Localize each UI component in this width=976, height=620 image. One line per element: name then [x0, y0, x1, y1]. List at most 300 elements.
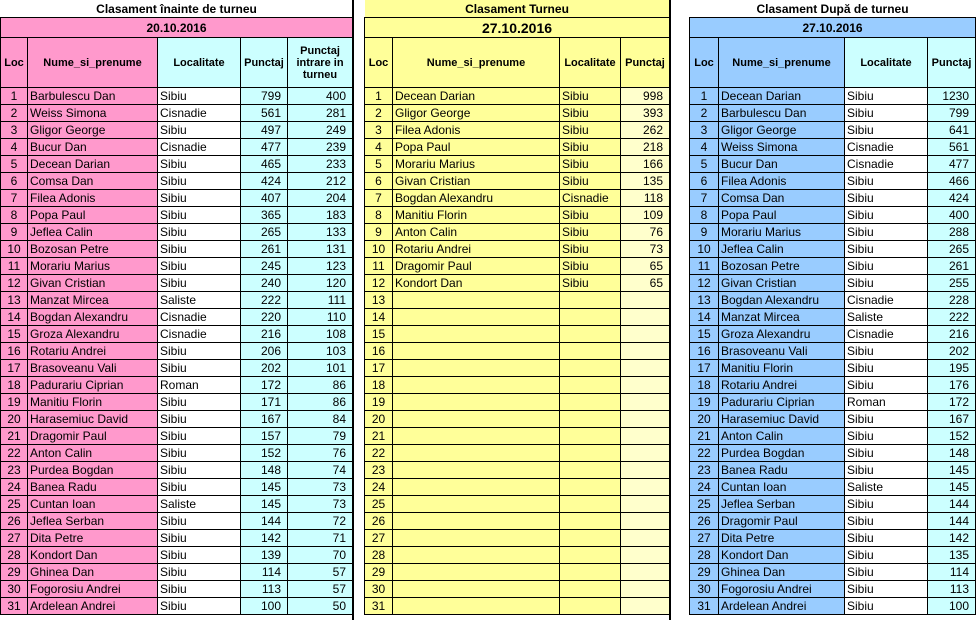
locality-cell: Sibiu — [560, 88, 621, 105]
table-row — [1, 564, 353, 581]
rank-cell: 16 — [1, 343, 28, 360]
score-cell: 365 — [241, 207, 288, 224]
name-cell: Weiss Simona — [28, 105, 158, 122]
score-cell: 73 — [621, 241, 670, 258]
locality-cell: Cisnadie — [845, 326, 928, 343]
table-row — [690, 139, 976, 156]
locality-cell: Sibiu — [845, 105, 928, 122]
score-cell: 135 — [928, 547, 976, 564]
locality-cell — [560, 343, 621, 360]
score-cell: 799 — [241, 88, 288, 105]
name-cell: Banea Radu — [28, 479, 158, 496]
header-name: Nume_si_prenume — [393, 38, 560, 88]
rank-cell: 15 — [1, 326, 28, 343]
name-cell — [393, 581, 560, 598]
score-cell: 424 — [928, 190, 976, 207]
rank-cell: 19 — [365, 394, 393, 411]
score-cell: 152 — [241, 445, 288, 462]
locality-cell: Cisnadie — [158, 105, 241, 122]
locality-cell: Saliste — [158, 496, 241, 513]
table-row — [1, 156, 353, 173]
name-cell — [393, 598, 560, 615]
rank-cell: 9 — [1, 224, 28, 241]
locality-cell — [560, 462, 621, 479]
score-cell — [621, 394, 670, 411]
ranking-before-date: 20.10.2016 — [1, 18, 353, 38]
locality-cell: Sibiu — [158, 513, 241, 530]
rank-cell: 26 — [365, 513, 393, 530]
entry-score-cell: 73 — [288, 479, 353, 496]
locality-cell: Sibiu — [158, 190, 241, 207]
score-cell: 998 — [621, 88, 670, 105]
rank-cell: 10 — [690, 241, 719, 258]
table-row — [690, 275, 976, 292]
locality-cell: Sibiu — [845, 428, 928, 445]
rank-cell: 13 — [365, 292, 393, 309]
name-cell — [393, 564, 560, 581]
rank-cell: 9 — [690, 224, 719, 241]
locality-cell: Sibiu — [845, 275, 928, 292]
score-cell: 113 — [241, 581, 288, 598]
table-row — [365, 547, 670, 564]
locality-cell — [560, 530, 621, 547]
locality-cell: Sibiu — [845, 258, 928, 275]
ranking-before-panel — [0, 0, 353, 615]
header-entry-score: Punctaj intrare in turneu — [288, 38, 353, 88]
name-cell: Rotariu Andrei — [28, 343, 158, 360]
ranking-after-body — [690, 88, 976, 615]
rank-cell: 12 — [690, 275, 719, 292]
name-cell: Givan Cristian — [393, 173, 560, 190]
rank-cell: 5 — [690, 156, 719, 173]
name-cell: Fogorosiu Andrei — [28, 581, 158, 598]
entry-score-cell: 204 — [288, 190, 353, 207]
name-cell: Brasoveanu Vali — [28, 360, 158, 377]
score-cell: 202 — [241, 360, 288, 377]
table-row — [1, 496, 353, 513]
name-cell: Cuntan Ioan — [719, 479, 845, 496]
score-cell: 171 — [241, 394, 288, 411]
locality-cell: Sibiu — [158, 445, 241, 462]
score-cell — [621, 547, 670, 564]
table-row — [690, 88, 976, 105]
entry-score-cell: 239 — [288, 139, 353, 156]
table-row — [690, 241, 976, 258]
rank-cell: 30 — [690, 581, 719, 598]
rank-cell: 28 — [365, 547, 393, 564]
score-cell — [621, 598, 670, 615]
rank-cell: 11 — [690, 258, 719, 275]
name-cell: Popa Paul — [719, 207, 845, 224]
rank-cell: 8 — [365, 207, 393, 224]
locality-cell: Sibiu — [845, 241, 928, 258]
locality-cell: Roman — [845, 394, 928, 411]
locality-cell: Sibiu — [158, 462, 241, 479]
table-row — [690, 411, 976, 428]
rank-cell: 6 — [365, 173, 393, 190]
table-row — [1, 343, 353, 360]
header-locality: Localitate — [560, 38, 621, 88]
table-row — [1, 105, 353, 122]
name-cell: Anton Calin — [393, 224, 560, 241]
score-cell: 65 — [621, 275, 670, 292]
name-cell: Comsa Dan — [28, 173, 158, 190]
locality-cell: Cisnadie — [845, 292, 928, 309]
score-cell: 202 — [928, 343, 976, 360]
name-cell: Brasoveanu Vali — [719, 343, 845, 360]
name-cell: Popa Paul — [28, 207, 158, 224]
score-cell: 265 — [928, 241, 976, 258]
rank-cell: 15 — [365, 326, 393, 343]
table-row — [690, 207, 976, 224]
locality-cell — [560, 377, 621, 394]
score-cell: 424 — [241, 173, 288, 190]
table-row — [1, 139, 353, 156]
locality-cell: Sibiu — [158, 598, 241, 615]
score-cell: 466 — [928, 173, 976, 190]
score-cell: 206 — [241, 343, 288, 360]
table-row — [1, 479, 353, 496]
table-row — [690, 122, 976, 139]
table-row — [690, 462, 976, 479]
locality-cell: Sibiu — [158, 547, 241, 564]
score-cell — [621, 309, 670, 326]
entry-score-cell: 110 — [288, 309, 353, 326]
rank-cell: 29 — [1, 564, 28, 581]
locality-cell: Sibiu — [560, 275, 621, 292]
name-cell: Manitiu Florin — [393, 207, 560, 224]
locality-cell: Sibiu — [845, 88, 928, 105]
name-cell: Bucur Dan — [28, 139, 158, 156]
table-row — [690, 173, 976, 190]
entry-score-cell: 72 — [288, 513, 353, 530]
name-cell: Bozosan Petre — [28, 241, 158, 258]
ranking-after-table — [689, 0, 976, 615]
locality-cell: Sibiu — [158, 122, 241, 139]
rank-cell: 12 — [1, 275, 28, 292]
locality-cell: Sibiu — [560, 258, 621, 275]
score-cell: 216 — [241, 326, 288, 343]
score-cell — [621, 581, 670, 598]
score-cell: 167 — [928, 411, 976, 428]
table-row — [690, 343, 976, 360]
score-cell: 240 — [241, 275, 288, 292]
name-cell: Morariu Marius — [393, 156, 560, 173]
table-row — [365, 326, 670, 343]
ranking-before-table — [0, 0, 353, 615]
name-cell: Gligor George — [28, 122, 158, 139]
name-cell: Padurariu Ciprian — [28, 377, 158, 394]
name-cell: Givan Cristian — [719, 275, 845, 292]
rank-cell: 18 — [690, 377, 719, 394]
locality-cell: Cisnadie — [845, 156, 928, 173]
rank-cell: 2 — [690, 105, 719, 122]
name-cell — [393, 292, 560, 309]
locality-cell: Sibiu — [158, 428, 241, 445]
table-row — [365, 377, 670, 394]
score-cell: 142 — [241, 530, 288, 547]
name-cell: Givan Cristian — [28, 275, 158, 292]
name-cell: Harasemiuc David — [719, 411, 845, 428]
name-cell: Manzat Mircea — [719, 309, 845, 326]
table-row — [1, 224, 353, 241]
score-cell: 145 — [928, 479, 976, 496]
rank-cell: 12 — [365, 275, 393, 292]
table-row — [690, 547, 976, 564]
name-cell: Filea Adonis — [719, 173, 845, 190]
name-cell: Jeflea Serban — [28, 513, 158, 530]
locality-cell: Sibiu — [560, 207, 621, 224]
rank-cell: 10 — [365, 241, 393, 258]
rank-cell: 27 — [365, 530, 393, 547]
name-cell — [393, 513, 560, 530]
table-row — [365, 190, 670, 207]
locality-cell: Sibiu — [845, 411, 928, 428]
name-cell: Gligor George — [719, 122, 845, 139]
name-cell — [393, 462, 560, 479]
score-cell — [621, 411, 670, 428]
table-row — [690, 105, 976, 122]
score-cell: 157 — [241, 428, 288, 445]
rank-cell: 20 — [1, 411, 28, 428]
rank-cell: 5 — [1, 156, 28, 173]
rank-cell: 21 — [690, 428, 719, 445]
table-row — [1, 207, 353, 224]
rank-cell: 16 — [365, 343, 393, 360]
locality-cell: Sibiu — [158, 411, 241, 428]
locality-cell — [560, 428, 621, 445]
name-cell: Bogdan Alexandru — [719, 292, 845, 309]
table-row — [365, 173, 670, 190]
table-row — [1, 309, 353, 326]
locality-cell: Saliste — [845, 309, 928, 326]
entry-score-cell: 86 — [288, 377, 353, 394]
name-cell: Fogorosiu Andrei — [719, 581, 845, 598]
name-cell: Bogdan Alexandru — [28, 309, 158, 326]
table-row — [690, 292, 976, 309]
rank-cell: 26 — [690, 513, 719, 530]
score-cell: 144 — [241, 513, 288, 530]
table-row — [365, 445, 670, 462]
name-cell: Kondort Dan — [393, 275, 560, 292]
score-cell: 261 — [928, 258, 976, 275]
table-row — [1, 258, 353, 275]
rank-cell: 22 — [1, 445, 28, 462]
rank-cell: 28 — [690, 547, 719, 564]
score-cell — [621, 377, 670, 394]
score-cell: 561 — [928, 139, 976, 156]
name-cell — [393, 309, 560, 326]
score-cell: 172 — [241, 377, 288, 394]
entry-score-cell: 183 — [288, 207, 353, 224]
locality-cell — [560, 581, 621, 598]
name-cell: Bucur Dan — [719, 156, 845, 173]
rank-cell: 28 — [1, 547, 28, 564]
score-cell: 477 — [928, 156, 976, 173]
locality-cell: Sibiu — [560, 241, 621, 258]
name-cell: Dragomir Paul — [393, 258, 560, 275]
rank-cell: 24 — [365, 479, 393, 496]
entry-score-cell: 50 — [288, 598, 353, 615]
locality-cell: Sibiu — [560, 173, 621, 190]
name-cell: Jeflea Calin — [28, 224, 158, 241]
tournament-panel — [364, 0, 670, 615]
score-cell: 222 — [928, 309, 976, 326]
rank-cell: 22 — [365, 445, 393, 462]
table-row — [1, 411, 353, 428]
score-cell: 393 — [621, 105, 670, 122]
ranking-before-title: Clasament înainte de turneu — [96, 1, 257, 16]
column-divider — [352, 0, 354, 620]
score-cell: 195 — [928, 360, 976, 377]
name-cell: Anton Calin — [719, 428, 845, 445]
score-cell: 142 — [928, 530, 976, 547]
locality-cell: Sibiu — [845, 377, 928, 394]
score-cell: 799 — [928, 105, 976, 122]
table-row — [1, 173, 353, 190]
locality-cell: Sibiu — [158, 173, 241, 190]
name-cell: Barbulescu Dan — [28, 88, 158, 105]
locality-cell — [560, 547, 621, 564]
name-cell — [393, 394, 560, 411]
rank-cell: 11 — [1, 258, 28, 275]
locality-cell: Sibiu — [158, 207, 241, 224]
table-row — [365, 343, 670, 360]
score-cell — [621, 496, 670, 513]
rank-cell: 8 — [1, 207, 28, 224]
locality-cell: Cisnadie — [158, 309, 241, 326]
entry-score-cell: 57 — [288, 564, 353, 581]
rank-cell: 13 — [1, 292, 28, 309]
name-cell: Harasemiuc David — [28, 411, 158, 428]
header-locality: Localitate — [845, 38, 928, 88]
table-row — [1, 513, 353, 530]
tournament-title: Clasament Turneu — [365, 0, 670, 18]
locality-cell: Sibiu — [560, 105, 621, 122]
header-locality: Localitate — [158, 38, 241, 88]
rank-cell: 25 — [365, 496, 393, 513]
name-cell: Banea Radu — [719, 462, 845, 479]
header-name: Nume_si_prenume — [719, 38, 845, 88]
table-row — [365, 428, 670, 445]
entry-score-cell: 71 — [288, 530, 353, 547]
name-cell: Comsa Dan — [719, 190, 845, 207]
locality-cell: Sibiu — [845, 207, 928, 224]
name-cell: Groza Alexandru — [719, 326, 845, 343]
locality-cell: Sibiu — [845, 530, 928, 547]
score-cell: 255 — [928, 275, 976, 292]
table-row — [1, 547, 353, 564]
score-cell: 218 — [621, 139, 670, 156]
locality-cell: Sibiu — [158, 241, 241, 258]
score-cell: 152 — [928, 428, 976, 445]
rank-cell: 7 — [365, 190, 393, 207]
name-cell: Kondort Dan — [719, 547, 845, 564]
table-row — [365, 105, 670, 122]
table-row — [690, 564, 976, 581]
locality-cell: Sibiu — [158, 530, 241, 547]
locality-cell: Sibiu — [845, 360, 928, 377]
rank-cell: 26 — [1, 513, 28, 530]
table-row — [365, 462, 670, 479]
rank-cell: 23 — [365, 462, 393, 479]
rank-cell: 29 — [690, 564, 719, 581]
table-row — [365, 156, 670, 173]
table-row — [365, 88, 670, 105]
score-cell: 172 — [928, 394, 976, 411]
rank-cell: 16 — [690, 343, 719, 360]
locality-cell — [560, 598, 621, 615]
locality-cell: Sibiu — [158, 224, 241, 241]
locality-cell: Sibiu — [845, 343, 928, 360]
score-cell: 148 — [241, 462, 288, 479]
name-cell: Groza Alexandru — [28, 326, 158, 343]
tournament-date: 27.10.2016 — [365, 18, 670, 38]
score-cell: 1230 — [928, 88, 976, 105]
name-cell: Padurariu Ciprian — [719, 394, 845, 411]
name-cell: Jeflea Serban — [719, 496, 845, 513]
ranking-after-panel — [689, 0, 976, 615]
rank-cell: 1 — [1, 88, 28, 105]
score-cell — [621, 360, 670, 377]
score-cell: 135 — [621, 173, 670, 190]
score-cell: 228 — [928, 292, 976, 309]
rank-cell: 14 — [690, 309, 719, 326]
locality-cell — [560, 360, 621, 377]
table-row — [1, 275, 353, 292]
locality-cell: Sibiu — [845, 581, 928, 598]
locality-cell — [560, 513, 621, 530]
locality-cell: Sibiu — [845, 173, 928, 190]
score-cell: 166 — [621, 156, 670, 173]
table-row — [1, 241, 353, 258]
rank-cell: 25 — [690, 496, 719, 513]
rank-cell: 3 — [690, 122, 719, 139]
table-row — [1, 326, 353, 343]
rank-cell: 20 — [365, 411, 393, 428]
rank-cell: 2 — [365, 105, 393, 122]
locality-cell: Sibiu — [845, 462, 928, 479]
rank-cell: 15 — [690, 326, 719, 343]
name-cell — [393, 547, 560, 564]
table-row — [365, 292, 670, 309]
locality-cell: Sibiu — [560, 224, 621, 241]
rank-cell: 14 — [365, 309, 393, 326]
score-cell: 113 — [928, 581, 976, 598]
name-cell: Weiss Simona — [719, 139, 845, 156]
entry-score-cell: 120 — [288, 275, 353, 292]
locality-cell: Sibiu — [560, 139, 621, 156]
table-row — [365, 411, 670, 428]
score-cell — [621, 326, 670, 343]
score-cell: 148 — [928, 445, 976, 462]
locality-cell — [560, 564, 621, 581]
name-cell: Purdea Bogdan — [28, 462, 158, 479]
locality-cell — [560, 479, 621, 496]
rank-cell: 3 — [1, 122, 28, 139]
rank-cell: 17 — [690, 360, 719, 377]
locality-cell: Sibiu — [158, 479, 241, 496]
rank-cell: 19 — [1, 394, 28, 411]
locality-cell: Cisnadie — [845, 139, 928, 156]
table-row — [365, 479, 670, 496]
score-cell — [621, 564, 670, 581]
table-row — [690, 258, 976, 275]
table-row — [690, 224, 976, 241]
name-cell: Anton Calin — [28, 445, 158, 462]
locality-cell: Sibiu — [158, 88, 241, 105]
table-row — [690, 156, 976, 173]
